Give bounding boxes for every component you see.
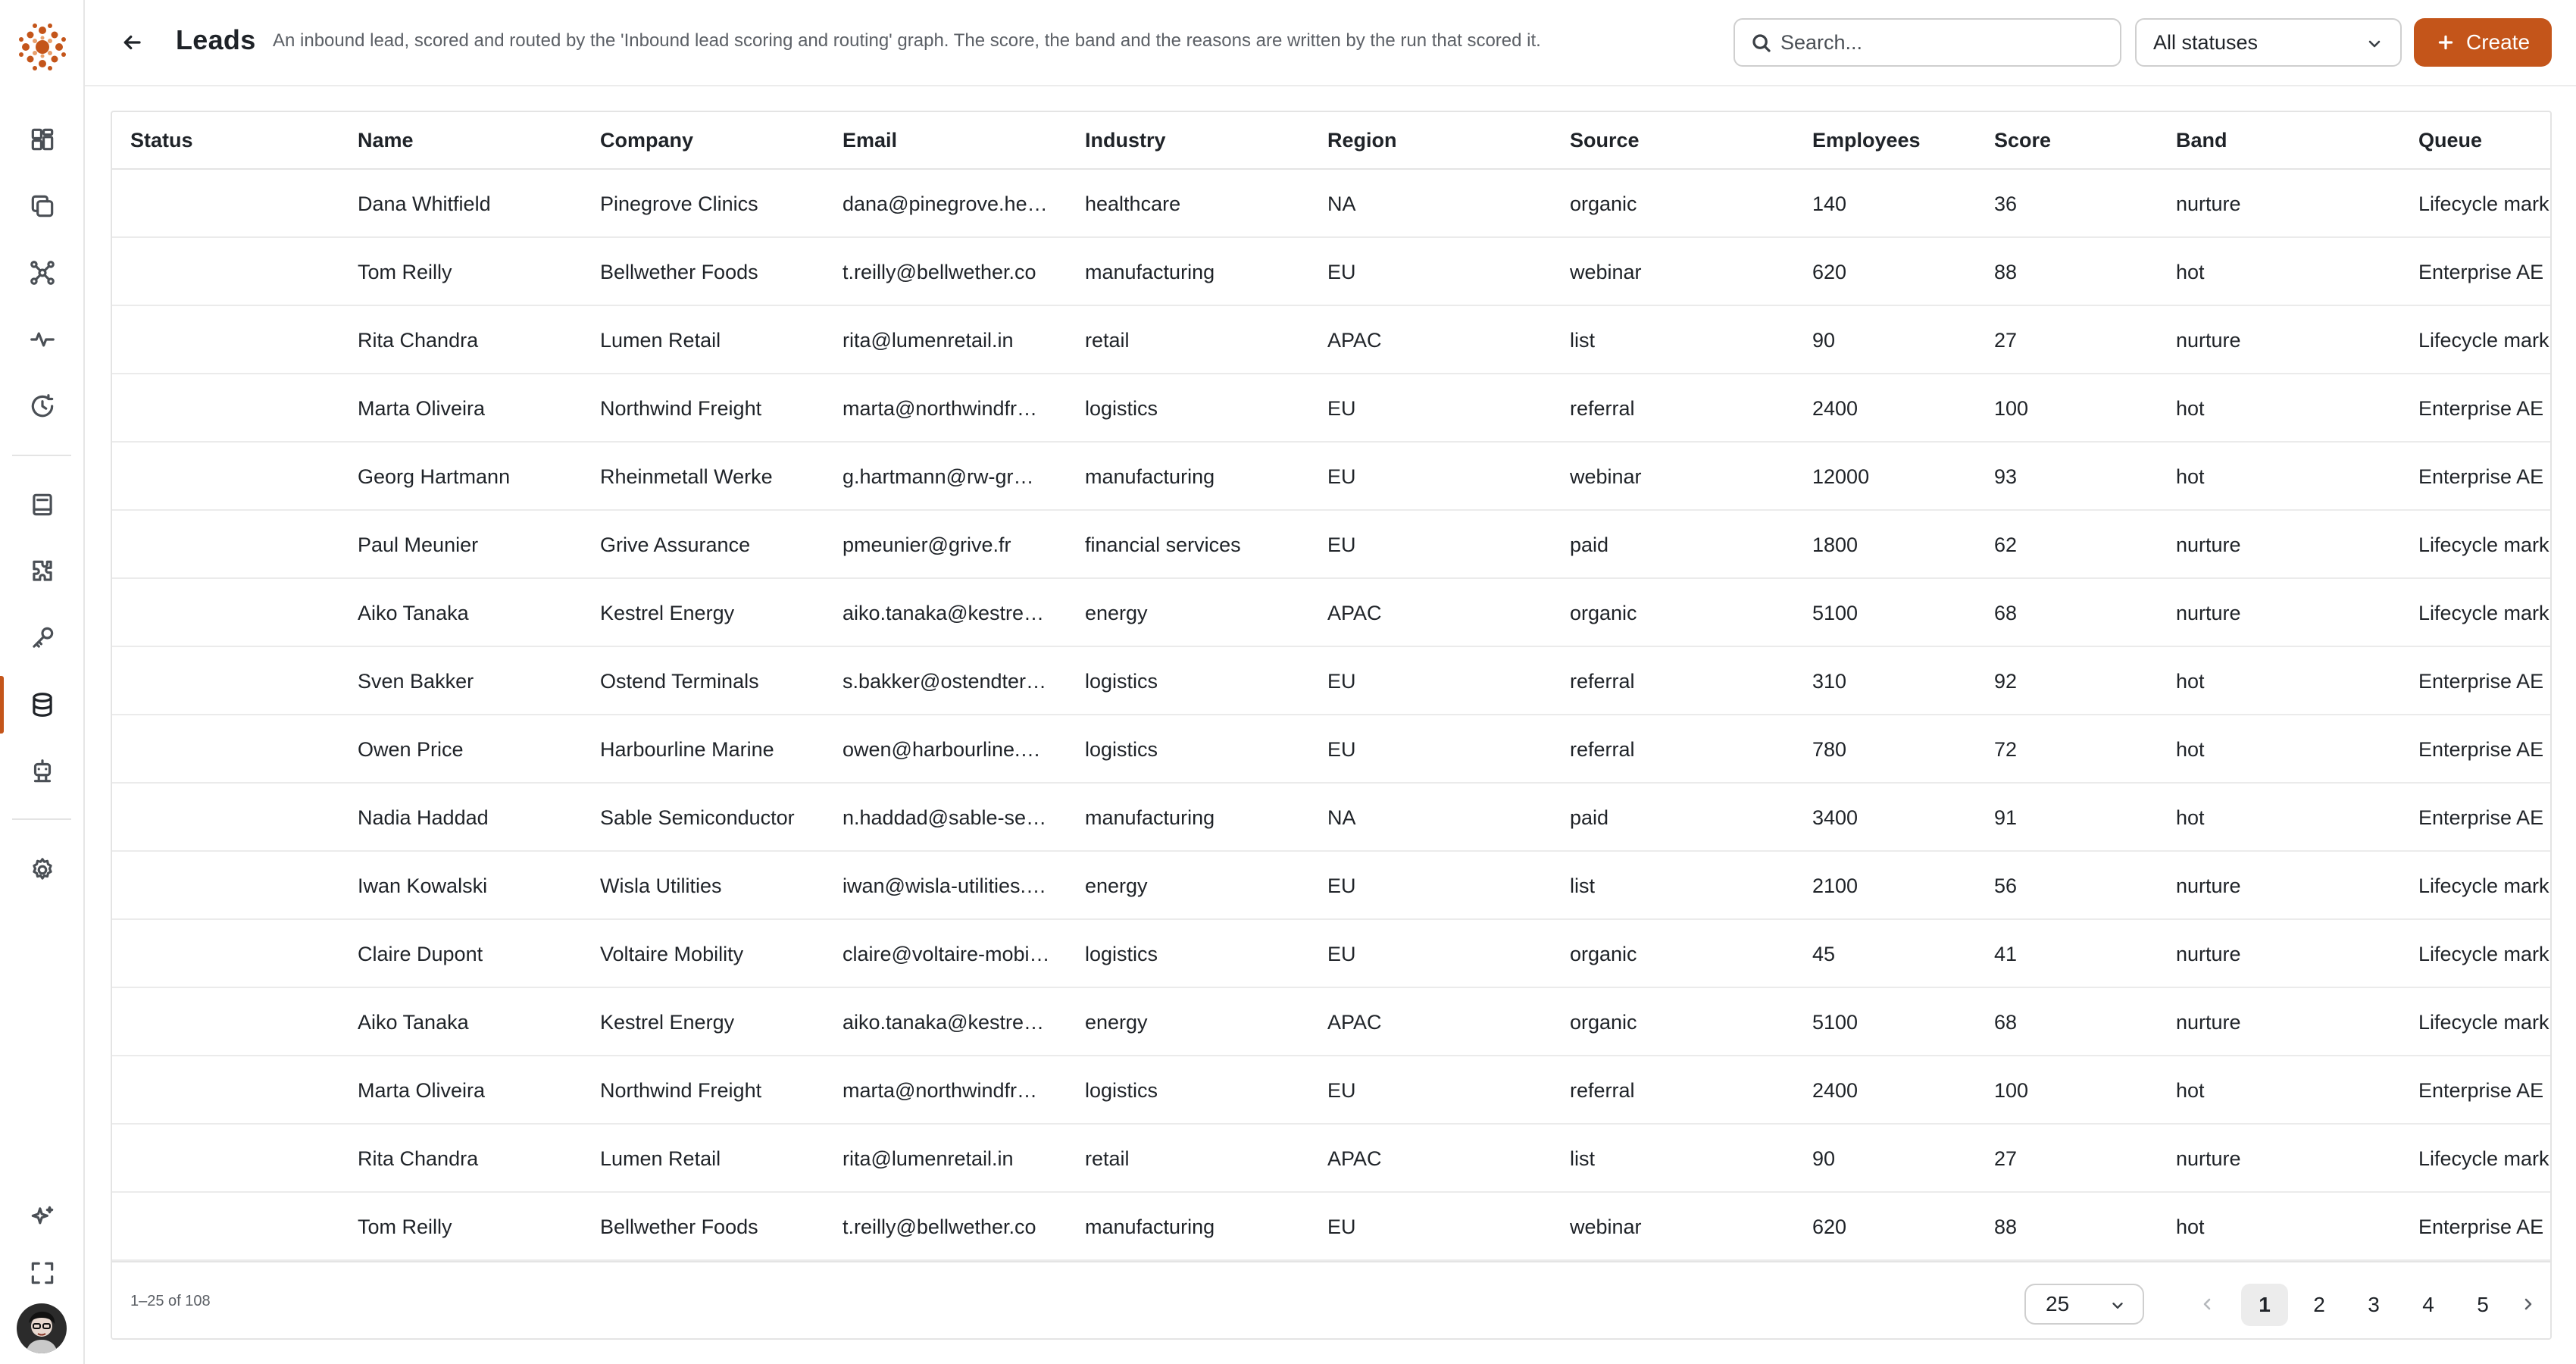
cell-band: nurture (2176, 192, 2241, 215)
cell-industry: energy (1085, 874, 1148, 897)
cell-company: Voltaire Mobility (600, 943, 744, 965)
nav-keys[interactable] (0, 605, 85, 671)
search-icon (1750, 32, 1773, 55)
column-header-band[interactable]: Band (2176, 129, 2227, 152)
cell-email: s.bakker@ostendter… (843, 670, 1047, 693)
column-header-company[interactable]: Company (600, 129, 694, 152)
chevron-down-icon (2109, 1297, 2126, 1314)
nav-graphs[interactable] (0, 239, 85, 306)
cell-source: organic (1570, 602, 1637, 624)
cell-name: Owen Price (358, 738, 464, 761)
page-button-5[interactable]: 5 (2477, 1293, 2489, 1316)
cell-name: Rita Chandra (358, 329, 479, 352)
cell-company: Northwind Freight (600, 1079, 762, 1102)
nav-divider (12, 818, 71, 820)
page-button-1[interactable]: 1 (2241, 1284, 2288, 1326)
cell-score: 62 (1994, 533, 2018, 556)
cell-employees: 780 (1812, 738, 1847, 761)
cell-region: APAC (1327, 1147, 1382, 1170)
cell-email: aiko.tanaka@kestre… (843, 1011, 1045, 1034)
cell-source: webinar (1570, 465, 1642, 488)
leads-table (111, 111, 2552, 1340)
copy-icon (28, 192, 57, 221)
cell-queue: Lifecycle mark (2418, 602, 2549, 624)
cell-band: nurture (2176, 602, 2241, 624)
cell-queue: Enterprise AE (2418, 806, 2544, 829)
status-filter-value: All statuses (2153, 30, 2259, 54)
cell-region: EU (1327, 874, 1356, 897)
table-row[interactable] (112, 579, 2552, 647)
cell-region: APAC (1327, 329, 1382, 352)
key-icon (28, 624, 57, 652)
cell-email: owen@harbourline.… (843, 738, 1041, 761)
cell-industry: logistics (1085, 943, 1158, 965)
cell-employees: 620 (1812, 261, 1847, 283)
cell-email: g.hartmann@rw-gr… (843, 465, 1034, 488)
cell-employees: 90 (1812, 329, 1836, 352)
cell-queue: Lifecycle mark (2418, 329, 2549, 352)
cell-band: hot (2176, 465, 2205, 488)
user-avatar[interactable] (17, 1303, 67, 1353)
cell-source: list (1570, 874, 1595, 897)
robot-icon (28, 757, 57, 786)
cell-queue: Lifecycle mark (2418, 1147, 2549, 1170)
cell-name: Tom Reilly (358, 1215, 452, 1238)
search-input[interactable] (1780, 31, 2099, 55)
cell-queue: Enterprise AE (2418, 397, 2544, 420)
cell-name: Nadia Haddad (358, 806, 489, 829)
nav-settings[interactable] (0, 837, 85, 903)
cell-source: paid (1570, 533, 1609, 556)
cell-industry: healthcare (1085, 192, 1181, 215)
cell-company: Lumen Retail (600, 1147, 721, 1170)
history-icon (28, 392, 57, 421)
table-row[interactable] (112, 306, 2552, 374)
cell-band: nurture (2176, 329, 2241, 352)
network-icon (28, 258, 57, 287)
cell-name: Marta Oliveira (358, 397, 486, 420)
cell-industry: manufacturing (1085, 465, 1215, 488)
column-header-name[interactable]: Name (358, 129, 414, 152)
fullscreen-icon (28, 1259, 57, 1287)
cell-region: EU (1327, 533, 1356, 556)
cell-industry: logistics (1085, 670, 1158, 693)
cell-company: Pinegrove Clinics (600, 192, 758, 215)
cell-band: hot (2176, 738, 2205, 761)
nav-dashboard[interactable] (0, 106, 85, 173)
app-logo[interactable] (15, 20, 70, 74)
table-row[interactable] (112, 238, 2552, 306)
cell-industry: logistics (1085, 397, 1158, 420)
cell-company: Kestrel Energy (600, 1011, 735, 1034)
nav-fullscreen[interactable] (0, 1240, 85, 1306)
cell-industry: manufacturing (1085, 1215, 1215, 1238)
cell-queue: Enterprise AE (2418, 670, 2544, 693)
cell-employees: 2400 (1812, 1079, 1859, 1102)
cell-band: hot (2176, 670, 2205, 693)
pagination-range: 1–25 of 108 (130, 1293, 211, 1309)
cell-source: referral (1570, 1079, 1635, 1102)
table-row[interactable] (112, 988, 2552, 1056)
cell-name: Marta Oliveira (358, 1079, 486, 1102)
status-filter-select[interactable] (2135, 18, 2402, 67)
table-row[interactable] (112, 443, 2552, 511)
cell-region: EU (1327, 1215, 1356, 1238)
page-button-4[interactable]: 4 (2422, 1293, 2434, 1316)
cell-company: Lumen Retail (600, 329, 721, 352)
chevron-right-icon (2519, 1295, 2537, 1313)
cell-source: organic (1570, 1011, 1637, 1034)
table-row[interactable] (112, 1125, 2552, 1193)
cell-industry: energy (1085, 602, 1148, 624)
cell-band: nurture (2176, 533, 2241, 556)
cell-score: 72 (1994, 738, 2018, 761)
cell-industry: retail (1085, 329, 1130, 352)
page-title: Leads (176, 24, 256, 55)
cell-score: 27 (1994, 329, 2018, 352)
cell-source: organic (1570, 943, 1637, 965)
table-row[interactable] (112, 170, 2552, 238)
cell-employees: 3400 (1812, 806, 1859, 829)
cell-email: iwan@wisla-utilities.… (843, 874, 1046, 897)
column-header-email[interactable]: Email (843, 129, 898, 152)
cell-name: Paul Meunier (358, 533, 479, 556)
page-description: An inbound lead, scored and routed by the 'Inbound lead scoring and routing' graph. The score, the band and the reasons are written by the run that scored it. (273, 30, 1541, 51)
cell-region: EU (1327, 261, 1356, 283)
cell-company: Harbourline Marine (600, 738, 774, 761)
cell-email: rita@lumenretail.in (843, 1147, 1014, 1170)
cell-queue: Lifecycle mark (2418, 943, 2549, 965)
cell-band: nurture (2176, 1011, 2241, 1034)
cell-employees: 1800 (1812, 533, 1859, 556)
cell-industry: manufacturing (1085, 806, 1215, 829)
cell-band: hot (2176, 261, 2205, 283)
cell-email: claire@voltaire-mobi… (843, 943, 1050, 965)
cell-region: NA (1327, 192, 1356, 215)
book-icon (28, 490, 57, 519)
cell-email: pmeunier@grive.fr (843, 533, 1011, 556)
cell-industry: financial services (1085, 533, 1241, 556)
cell-name: Aiko Tanaka (358, 602, 469, 624)
cell-queue: Lifecycle mark (2418, 1011, 2549, 1034)
settings-icon (28, 856, 57, 884)
cell-queue: Lifecycle mark (2418, 874, 2549, 897)
cell-source: list (1570, 329, 1595, 352)
cell-employees: 2400 (1812, 397, 1859, 420)
cell-score: 27 (1994, 1147, 2018, 1170)
cell-email: aiko.tanaka@kestre… (843, 602, 1045, 624)
page-size-select[interactable] (2024, 1284, 2144, 1325)
cell-source: referral (1570, 397, 1635, 420)
cell-region: APAC (1327, 602, 1382, 624)
cell-score: 100 (1994, 1079, 2029, 1102)
table-row[interactable] (112, 715, 2552, 784)
cell-queue: Enterprise AE (2418, 1079, 2544, 1102)
page-button-2[interactable]: 2 (2313, 1293, 2325, 1316)
cell-region: EU (1327, 465, 1356, 488)
search-box[interactable] (1733, 18, 2121, 67)
column-header-status[interactable]: Status (130, 129, 193, 152)
cell-employees: 620 (1812, 1215, 1847, 1238)
chevron-left-icon (2198, 1295, 2216, 1313)
cell-name: Aiko Tanaka (358, 1011, 469, 1034)
cell-email: rita@lumenretail.in (843, 329, 1014, 352)
cell-score: 91 (1994, 806, 2018, 829)
nav-data[interactable] (0, 671, 85, 738)
cell-region: EU (1327, 1079, 1356, 1102)
cell-email: dana@pinegrove.he… (843, 192, 1048, 215)
cell-company: Ostend Terminals (600, 670, 759, 693)
cell-score: 36 (1994, 192, 2018, 215)
cell-source: referral (1570, 738, 1635, 761)
cell-score: 56 (1994, 874, 2018, 897)
cell-score: 68 (1994, 1011, 2018, 1034)
cell-industry: retail (1085, 1147, 1130, 1170)
nav-history[interactable] (0, 373, 85, 440)
cell-name: Sven Bakker (358, 670, 474, 693)
cell-employees: 140 (1812, 192, 1847, 215)
cell-name: Georg Hartmann (358, 465, 511, 488)
cell-email: n.haddad@sable-se… (843, 806, 1047, 829)
cell-band: hot (2176, 1215, 2205, 1238)
cell-name: Claire Dupont (358, 943, 483, 965)
table-row[interactable] (112, 784, 2552, 852)
table-row[interactable] (112, 1056, 2552, 1125)
cell-region: EU (1327, 738, 1356, 761)
nav-activity[interactable] (0, 306, 85, 373)
table-row[interactable] (112, 852, 2552, 920)
table-row[interactable] (112, 920, 2552, 988)
cell-company: Grive Assurance (600, 533, 751, 556)
cell-band: nurture (2176, 943, 2241, 965)
cell-company: Sable Semiconductor (600, 806, 795, 829)
database-icon (28, 690, 57, 719)
cell-employees: 5100 (1812, 602, 1859, 624)
sidebar (0, 0, 85, 1364)
cell-band: hot (2176, 806, 2205, 829)
column-header-industry[interactable]: Industry (1085, 129, 1166, 152)
arrow-left-icon (120, 31, 143, 54)
cell-employees: 45 (1812, 943, 1836, 965)
cell-employees: 310 (1812, 670, 1847, 693)
cell-industry: logistics (1085, 738, 1158, 761)
cell-email: marta@northwindfr… (843, 397, 1037, 420)
cell-industry: manufacturing (1085, 261, 1215, 283)
cell-employees: 12000 (1812, 465, 1870, 488)
cell-email: t.reilly@bellwether.co (843, 1215, 1036, 1238)
cell-region: EU (1327, 670, 1356, 693)
chevron-down-icon (2365, 35, 2384, 53)
cell-region: EU (1327, 943, 1356, 965)
cell-queue: Lifecycle mark (2418, 533, 2549, 556)
nav-divider (12, 455, 71, 456)
nav-docs[interactable] (0, 471, 85, 538)
cell-band: nurture (2176, 874, 2241, 897)
cell-company: Rheinmetall Werke (600, 465, 773, 488)
plus-icon (2436, 33, 2456, 52)
create-button[interactable] (2414, 18, 2552, 67)
cell-source: referral (1570, 670, 1635, 693)
cell-name: Dana Whitfield (358, 192, 491, 215)
cell-queue: Enterprise AE (2418, 1215, 2544, 1238)
cell-queue: Enterprise AE (2418, 738, 2544, 761)
next-page-button[interactable] (2509, 1285, 2547, 1323)
nav-agents[interactable] (0, 738, 85, 805)
cell-name: Rita Chandra (358, 1147, 479, 1170)
create-button-label: Create (2465, 30, 2531, 54)
table-header (112, 112, 2552, 170)
cell-source: webinar (1570, 1215, 1642, 1238)
cell-email: marta@northwindfr… (843, 1079, 1037, 1102)
dashboard-icon (28, 125, 57, 154)
cell-employees: 90 (1812, 1147, 1836, 1170)
cell-score: 92 (1994, 670, 2018, 693)
cell-source: organic (1570, 192, 1637, 215)
back-button[interactable] (112, 23, 152, 62)
cell-company: Bellwether Foods (600, 261, 758, 283)
cell-company: Kestrel Energy (600, 602, 735, 624)
cell-source: paid (1570, 806, 1609, 829)
column-header-employees[interactable]: Employees (1812, 129, 1921, 152)
table-pagination (112, 1261, 2552, 1340)
page-header (85, 0, 2576, 86)
table-row[interactable] (112, 1193, 2552, 1261)
puzzle-icon (28, 557, 57, 586)
cell-score: 41 (1994, 943, 2018, 965)
table-row[interactable] (112, 374, 2552, 443)
sparkles-icon (28, 1203, 57, 1231)
cell-company: Northwind Freight (600, 397, 762, 420)
cell-employees: 2100 (1812, 874, 1859, 897)
cell-score: 100 (1994, 397, 2029, 420)
cell-company: Bellwether Foods (600, 1215, 758, 1238)
cell-score: 88 (1994, 1215, 2018, 1238)
cell-region: EU (1327, 397, 1356, 420)
cell-score: 88 (1994, 261, 2018, 283)
cell-industry: energy (1085, 1011, 1148, 1034)
cell-email: t.reilly@bellwether.co (843, 261, 1036, 283)
cell-source: webinar (1570, 261, 1642, 283)
column-header-region[interactable]: Region (1327, 129, 1397, 152)
cell-band: hot (2176, 1079, 2205, 1102)
cell-name: Iwan Kowalski (358, 874, 488, 897)
cell-band: nurture (2176, 1147, 2241, 1170)
cell-region: APAC (1327, 1011, 1382, 1034)
column-header-score[interactable]: Score (1994, 129, 2052, 152)
cell-queue: Enterprise AE (2418, 465, 2544, 488)
nav-integrations[interactable] (0, 538, 85, 605)
cell-score: 68 (1994, 602, 2018, 624)
activity-icon (28, 325, 57, 354)
table-row[interactable] (112, 511, 2552, 579)
page-size-value: 25 (2046, 1292, 2070, 1316)
nav-documents[interactable] (0, 173, 85, 239)
table-body (112, 170, 2552, 1261)
cell-queue: Lifecycle mark (2418, 192, 2549, 215)
cell-region: NA (1327, 806, 1356, 829)
page-button-3[interactable]: 3 (2368, 1293, 2380, 1316)
cell-band: hot (2176, 397, 2205, 420)
cell-score: 93 (1994, 465, 2018, 488)
cell-queue: Enterprise AE (2418, 261, 2544, 283)
previous-page-button[interactable] (2188, 1285, 2226, 1323)
cell-name: Tom Reilly (358, 261, 452, 283)
column-header-source[interactable]: Source (1570, 129, 1640, 152)
column-header-queue[interactable]: Queue (2418, 129, 2483, 152)
table-row[interactable] (112, 647, 2552, 715)
cell-company: Wisla Utilities (600, 874, 722, 897)
cell-source: list (1570, 1147, 1595, 1170)
cell-industry: logistics (1085, 1079, 1158, 1102)
cell-employees: 5100 (1812, 1011, 1859, 1034)
